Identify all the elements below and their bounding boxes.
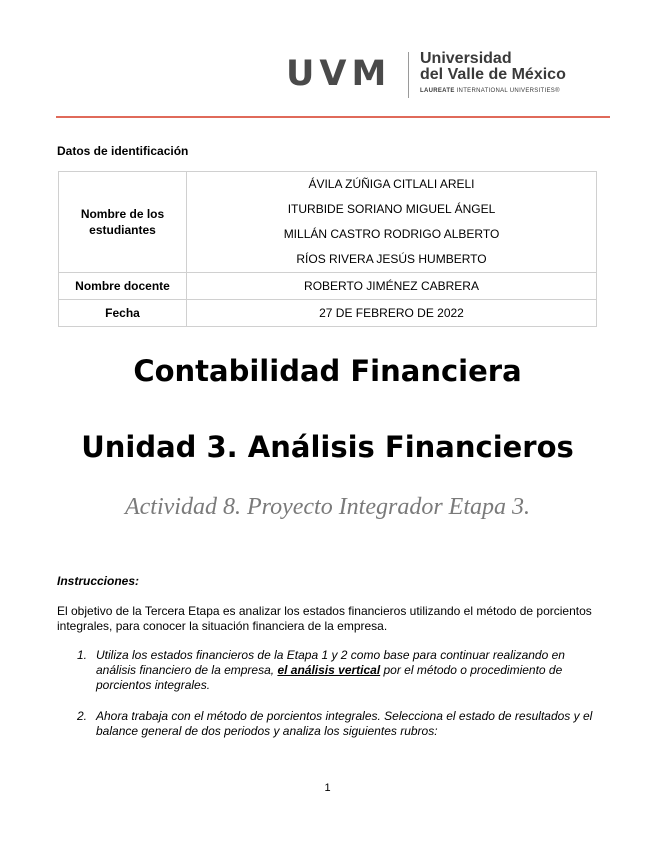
instructions-intro: El objetivo de la Tercera Etapa es analizar los estados financieros utilizando el método de porcientos integrales, para conocer la situación financiera de la empresa. [57, 604, 592, 633]
course-title: Contabilidad Financiera [133, 354, 522, 388]
uvm-logo [286, 50, 576, 102]
activity-subtitle: Actividad 8. Proyecto Integrador Etapa 3. [124, 494, 531, 520]
university-name-line2: del Valle de México [420, 66, 566, 83]
date-label: Fecha [59, 300, 187, 327]
students-row [59, 172, 597, 273]
student-name: ÁVILA ZÚÑIGA CITLALI ARELI [308, 177, 475, 191]
page-number: 1 [324, 782, 331, 794]
laureate-tagline [420, 88, 560, 94]
instruction-number: 1. [77, 648, 88, 662]
header-rule [56, 116, 610, 118]
instructions-heading: Instrucciones: [57, 574, 140, 588]
unit-title: Unidad 3. Análisis Financieros [81, 430, 574, 464]
students-cell [187, 172, 597, 273]
student-name: MILLÁN CASTRO RODRIGO ALBERTO [283, 227, 500, 241]
instruction-text [96, 648, 602, 693]
teacher-row [59, 273, 597, 300]
instruction-text-end: por el método o procedimiento de porcientos integrales. [96, 663, 563, 692]
student-name: RÍOS RIVERA JESÚS HUMBERTO [296, 252, 487, 266]
teacher-label: Nombre docente [59, 273, 187, 300]
instruction-number: 2. [77, 709, 88, 723]
identification-table [58, 171, 597, 327]
date-row [59, 300, 597, 327]
laureate-rest: INTERNATIONAL UNIVERSITIES® [454, 88, 560, 94]
instruction-emphasis: el análisis vertical [277, 663, 381, 677]
student-name: ITURBIDE SORIANO MIGUEL ÁNGEL [287, 202, 496, 216]
university-name [420, 51, 566, 83]
laureate-bold: LAUREATE [420, 88, 455, 94]
university-name-line1: Universidad [420, 50, 512, 67]
logo-divider [408, 52, 409, 98]
instruction-text: Ahora trabaja con el método de porcientos integrales. Selecciona el estado de resultados y el balance general de dos periodos y analiza los siguientes rubros: [96, 709, 593, 738]
uvm-logo-mark: UVM [286, 54, 392, 94]
instruction-text-start: Utiliza los estados financieros de la Etapa 1 y 2 como base para continuar realizando en análisis financiero de la empresa, [96, 648, 565, 677]
identification-heading: Datos de identificación [57, 144, 189, 158]
students-label: Nombre de los estudiantes [59, 172, 187, 273]
teacher-name: ROBERTO JIMÉNEZ CABRERA [187, 273, 597, 300]
date-value: 27 DE FEBRERO DE 2022 [187, 300, 597, 327]
